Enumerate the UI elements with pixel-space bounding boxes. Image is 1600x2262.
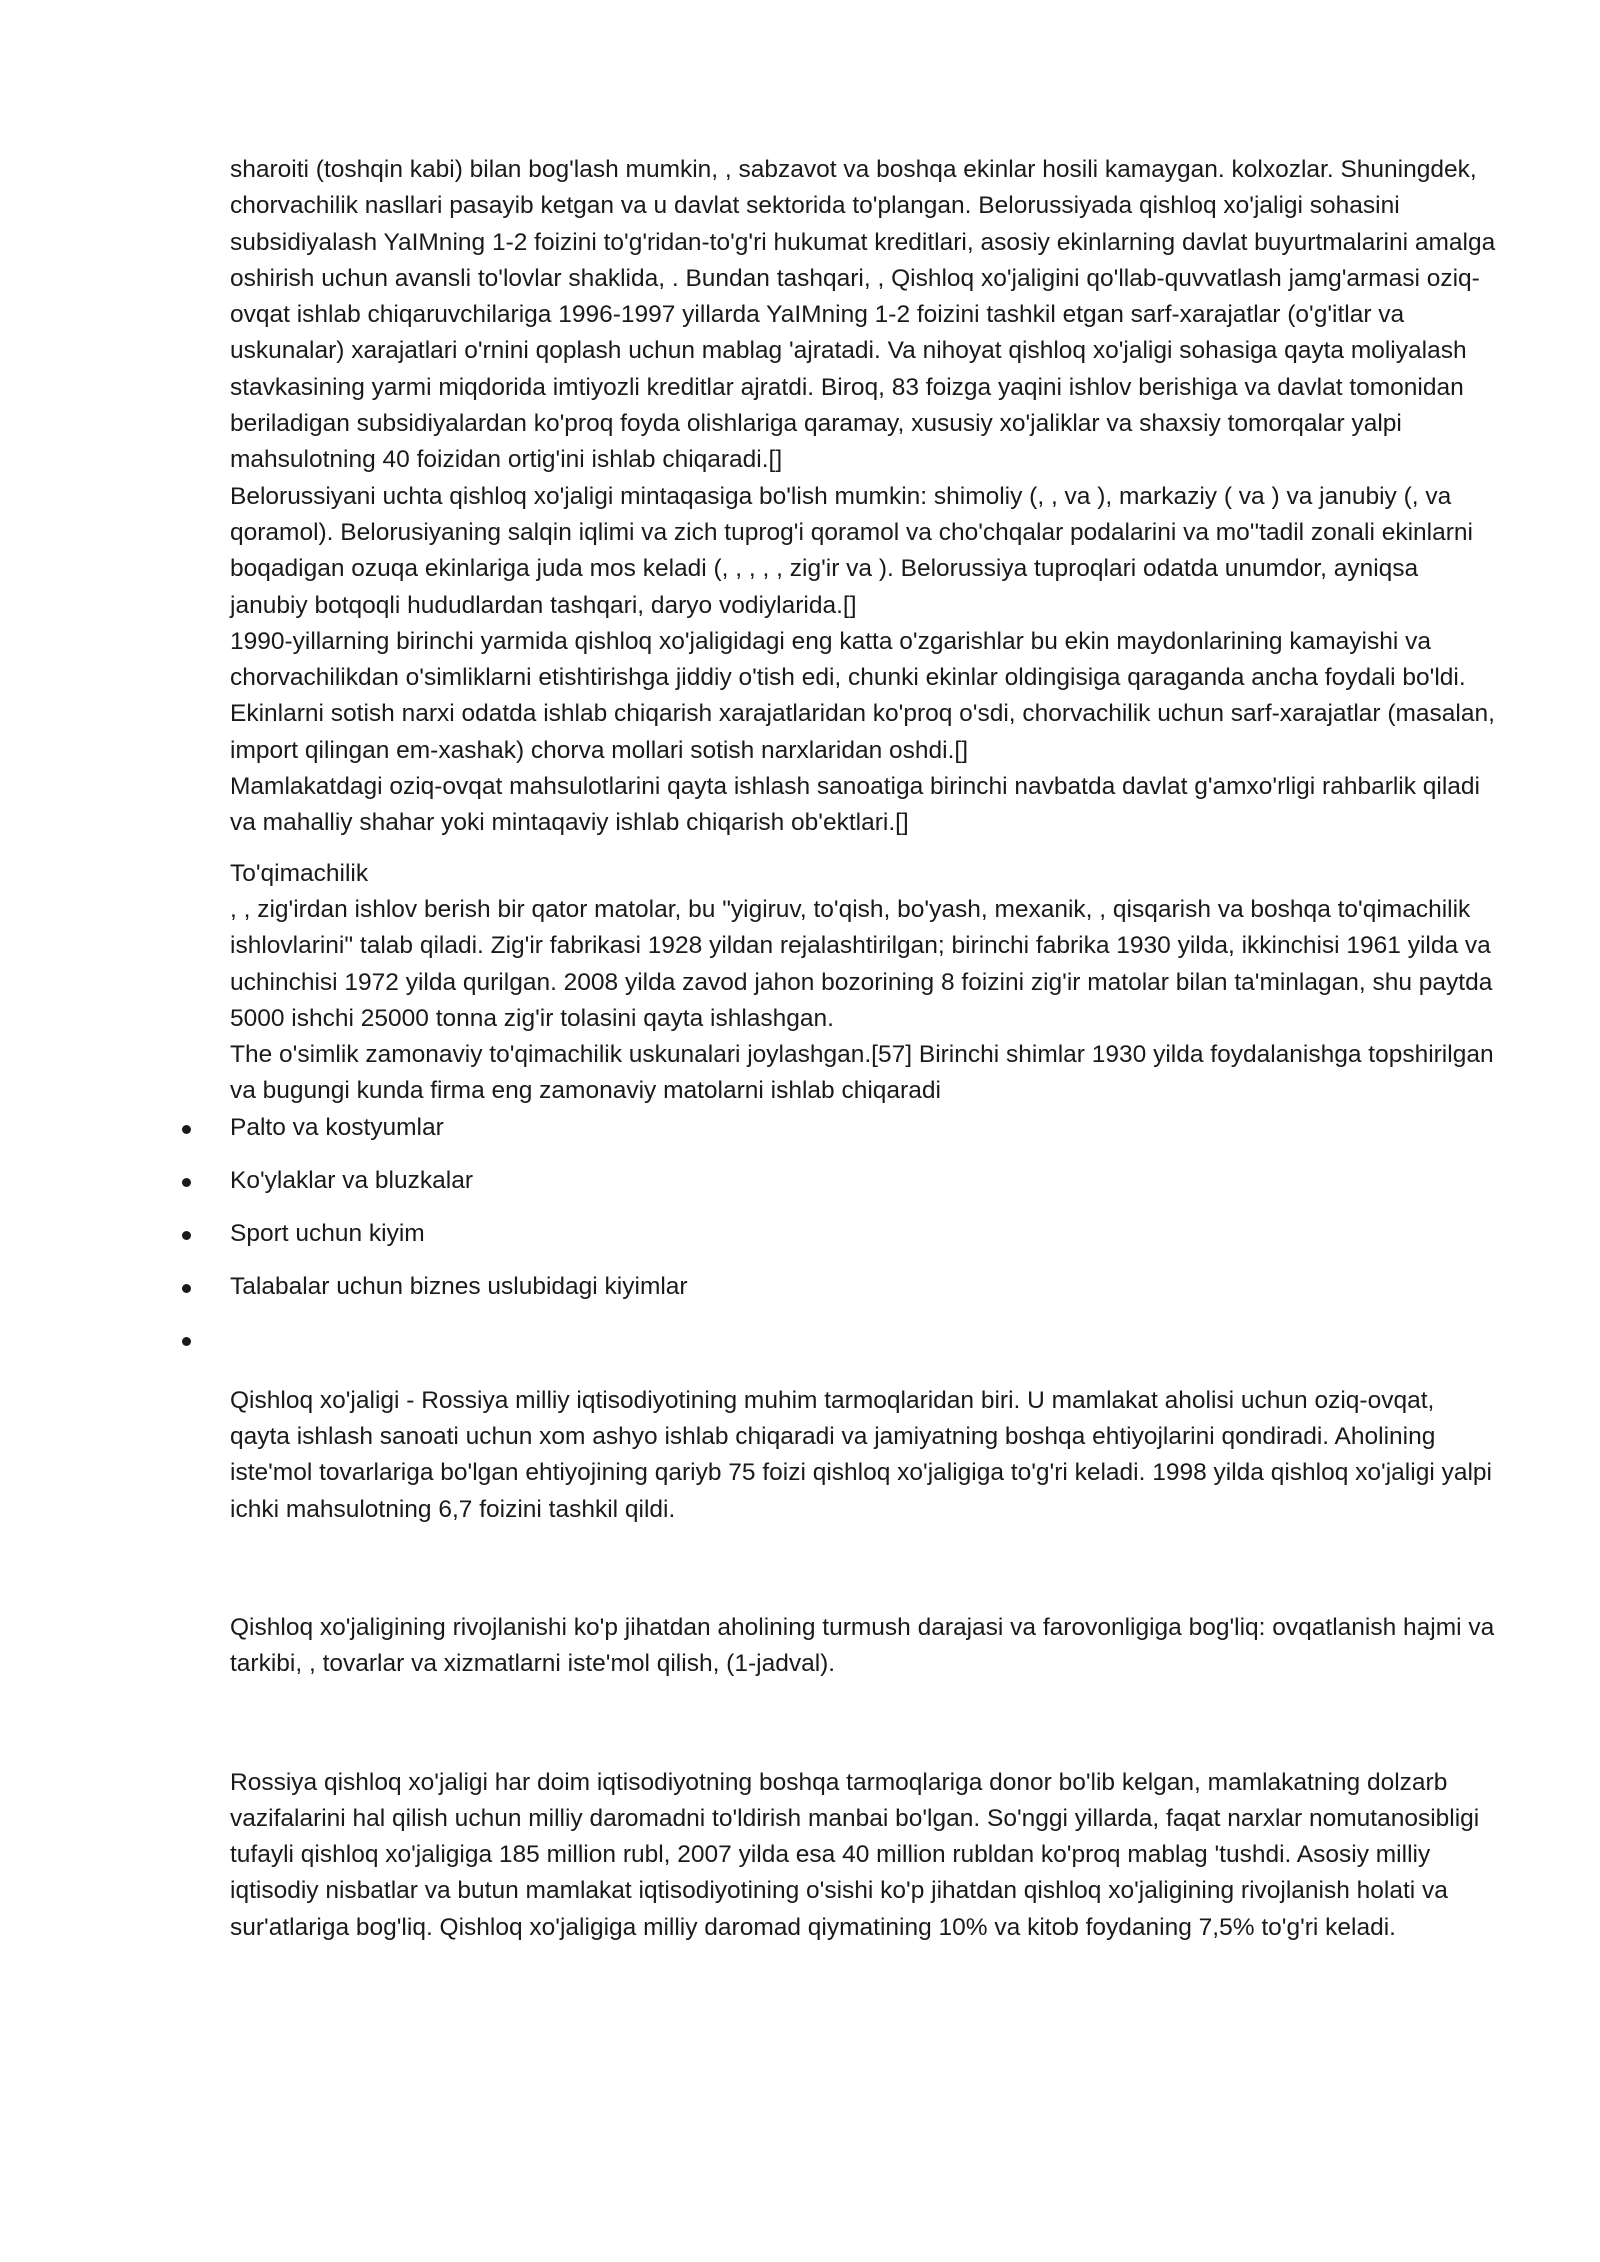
bullet-icon	[182, 1178, 191, 1187]
paragraph-1990s: 1990-yillarning birinchi yarmida qishloq xo'jaligidagi eng katta o'zgarishlar bu ekin maydonlarining kamayishi va chorvachilikdan o'simliklarni etishtirishga jiddiy o'tish edi, chunki ekinlar oldingisiga qaraganda ancha foydali bo'ldi. Ekinlarni sotish narxi odatda ishlab chiqarish xarajatlaridan ko'proq o'sdi, chorvachilik uchun sarf-xarajatlar (masalan, import qilingan em-xashak) chorva mollari sotish narxlaridan oshdi.[]	[230, 627, 1495, 764]
list-item	[230, 1163, 1500, 1216]
section-heading-textile: To'qimachilik	[230, 859, 369, 887]
paragraph-regions: Belorussiyani uchta qishloq xo'jaligi mintaqasiga bo'lish mumkin: shimoliy (, , va ), markaziy ( va ) va janubiy (, va qoramol). Belorusiyaning salqin iqlimi va zich tuprog'i qoramol va cho'chqalar podalarini va mo''tadil zonali ekinlarni boqadigan ozuqa ekinlariga juda mos keladi (, , , , , zig'ir va ). Belorussiya tuproqlari odatda unumdor, ayniqsa janubiy botqoqli hududlardan tashqari, daryo vodiylarida.[]	[230, 482, 1473, 619]
list-item-label: Palto va kostyumlar	[230, 1113, 444, 1141]
bullet-icon	[182, 1231, 191, 1240]
list-item-label: Sport uchun kiyim	[230, 1219, 425, 1247]
paragraph-development: Qishloq xo'jaligining rivojlanishi ko'p jihatdan aholining turmush darajasi va farovonligiga bog'liq: ovqatlanish hajmi va tarkibi, , tovarlar va xizmatlarni iste'mol qilish, (1-jadval).	[230, 1613, 1495, 1678]
list-item-label: Talabalar uchun biznes uslubidagi kiyimlar	[230, 1272, 688, 1300]
list-item	[230, 1269, 1500, 1322]
bullet-icon	[182, 1284, 191, 1293]
list-item	[230, 1216, 1500, 1269]
paragraph-subsidies: sharoiti (toshqin kabi) bilan bog'lash mumkin, , sabzavot va boshqa ekinlar hosili kamaygan. kolxozlar. Shuningdek, chorvachilik nasllari pasayib ketgan va u davlat sektorida to'plangan. Belorussiyada qishloq xo'jaligi sohasini subsidiyalash YaIMning 1-2 foizini to'g'ridan-to'g'ri hukumat kreditlari, asosiy ekinlarning davlat buyurtmalarini amalga oshirish uchun avansli to'lovlar shaklida, . Bundan tashqari, , Qishloq xo'jaligini qo'llab-quvvatlash jamg'armasi oziq-ovqat ishlab chiqaruvchilariga 1996-1997 yillarda YaIMning 1-2 foizini tashkil etgan sarf-xarajatlar (o'g'itlar va uskunalar) xarajatlari o'rnini qoplash uchun mablag 'ajratadi. Va nihoyat qishloq xo'jaligi sohasiga qayta moliyalash stavkasining yarmi miqdorida imtiyozli kreditlar ajratdi. Biroq, 83 foizga yaqini ishlov berishiga va davlat tomonidan beriladigan subsidiyalardan ko'proq foyda olishlariga qaramay, xususiy xo'jaliklar va shaxsiy tomorqalar yalpi mahsulotning 40 foizidan ortig'ini ishlab chiqaradi.[]	[230, 156, 1496, 474]
bullet-icon	[182, 1125, 191, 1134]
paragraph-plant: The o'simlik zamonaviy to'qimachilik uskunalari joylashgan.[57] Birinchi shimlar 1930 yilda foydalanishga topshirilgan va bugungi kunda firma eng zamonaviy matolarni ishlab chiqaradi	[230, 1041, 1494, 1105]
paragraph-linen: , , zig'irdan ishlov berish bir qator matolar, bu "yigiruv, to'qish, bo'yash, mexanik, , qisqarish va boshqa to'qimachilik ishlovlarini" talab qiladi. Zig'ir fabrikasi 1928 yildan rejalashtirilgan; birinchi fabrika 1930 yilda, ikkinchisi 1961 yilda va uchinchisi 1972 yilda qurilgan. 2008 yilda zavod jahon bozorining 8 foizini zig'ir matolar bilan ta'minlagan, shu paytda 5000 ishchi 25000 tonna zig'ir tolasini qayta ishlashgan.	[230, 895, 1493, 1032]
list-item	[230, 1322, 1500, 1375]
paragraph-donor: Rossiya qishloq xo'jaligi har doim iqtisodiyotning boshqa tarmoqlariga donor bo'lib kelgan, mamlakatning dolzarb vazifalarini hal qilish uchun milliy daromadni to'ldirish manbai bo'lgan. So'nggi yillarda, faqat narxlar nomutanosibligi tufayli qishloq xo'jaligiga 185 million rubl, 2007 yilda esa 40 million rubldan ko'proq mablag 'tushdi. Asosiy milliy iqtisodiy nisbatlar va butun mamlakat iqtisodiyotining o'sishi ko'p jihatdan qishloq xo'jaligining rivojlanish holati va sur'atlariga bog'liq. Qishloq xo'jaligiga milliy daromad qiymatining 10% va kitob foydaning 7,5% to'g'ri keladi.	[230, 1768, 1480, 1941]
product-list	[230, 1110, 1500, 1375]
paragraph-russia-agriculture: Qishloq xo'jaligi - Rossiya milliy iqtisodiyotining muhim tarmoqlaridan biri. U mamlakat aholisi uchun oziq-ovqat, qayta ishlash sanoati uchun xom ashyo ishlab chiqaradi va jamiyatning boshqa ehtiyojlarini qondiradi. Aholining iste'mol tovarlariga bo'lgan ehtiyojining qariyb 75 foizi qishloq xo'jaligiga to'g'ri keladi. 1998 yilda qishloq xo'jaligi yalpi ichki mahsulotning 6,7 foizini tashkil qildi.	[230, 1386, 1492, 1523]
bullet-icon	[182, 1337, 191, 1346]
paragraph-food-industry: Mamlakatdagi oziq-ovqat mahsulotlarini qayta ishlash sanoatiga birinchi navbatda davlat g'amxo'rligi rahbarlik qiladi va mahalliy shahar yoki mintaqaviy ishlab chiqarish ob'ektlari.[]	[230, 773, 1481, 837]
list-item-label: Ko'ylaklar va bluzkalar	[230, 1166, 473, 1194]
list-item	[230, 1110, 1500, 1163]
